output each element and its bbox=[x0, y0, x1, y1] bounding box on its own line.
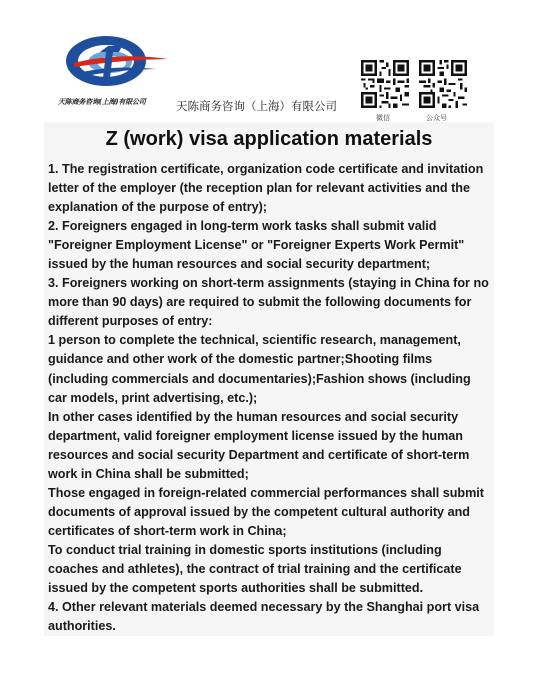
paragraph-requirement-4: 4. Other relevant materials deemed necessary by the Shanghai port visa authorities. bbox=[48, 600, 480, 634]
page-header bbox=[0, 0, 542, 122]
paragraph-requirement-3: 3. Foreigners working on short-term assignments (staying in China for no more than 90 days) are required to submit the following documents for different purposes of entry: bbox=[48, 276, 489, 329]
company-name: 天陈商务咨询（上海）有限公司 bbox=[176, 99, 337, 113]
paragraph-commercial-performances: Those engaged in foreign-related commercial performances shall submit documents of approval issued by the competent cultural authority and certificates of short-term work in China; bbox=[48, 485, 484, 538]
public-account-qr-label: 公众号 bbox=[426, 114, 447, 122]
document-title: Z (work) visa application materials bbox=[105, 128, 433, 150]
document-content bbox=[44, 122, 494, 636]
paragraph-other-cases: In other cases identified by the human resources and social security department, valid foreigner employment license issued by the human resources and social security Department and certificate of short-term work in China shall be submitted; bbox=[48, 409, 470, 481]
paragraph-sports-training: To conduct trial training in domestic sports institutions (including coaches and athletes), the contract of trial training and the certificate issued by the competent sports authorities shall be submitted. bbox=[48, 542, 462, 596]
paragraph-short-term-work: 1 person to complete the technical, scientific research, management, guidance and other work of the domestic partner;Shooting films (including commercials and documentaries);Fashion shows (including car models, print advertising, etc.); bbox=[48, 333, 471, 405]
public-account-qr-code[interactable] bbox=[419, 60, 467, 108]
paragraph-requirement-1: 1. The registration certificate, organization code certificate and invitation letter of the employer (the reception plan for relevant activities and the explanation of the purpose of entry); bbox=[48, 162, 484, 215]
wechat-qr-label: 微信 bbox=[376, 114, 390, 122]
paragraph-requirement-2: 2. Foreigners engaged in long-term work tasks shall submit valid "Foreigner Employment License" or "Foreigner Experts Work Permit" issued by the human resources and social security department; bbox=[48, 219, 465, 272]
document-body bbox=[48, 160, 492, 636]
logo-caption: 天陈商务咨询(上海)有限公司 bbox=[58, 98, 146, 106]
wechat-qr-code[interactable] bbox=[361, 60, 409, 108]
